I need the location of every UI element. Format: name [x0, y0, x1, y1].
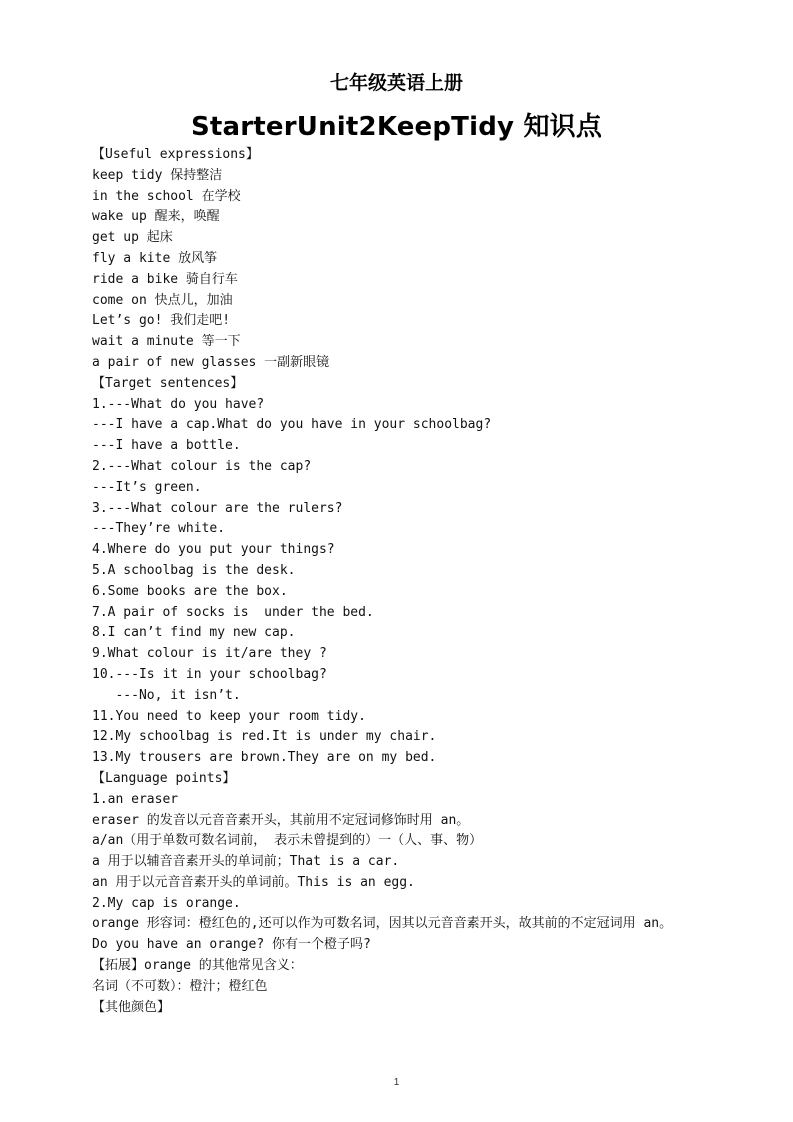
- text-line: 8.I can’t find my new cap.: [92, 625, 296, 641]
- content-block-main: [62, 145, 742, 914]
- text-line: ---No, it isn’t.: [92, 687, 241, 703]
- text-line: 9.What colour is it/are they ?: [92, 646, 327, 662]
- text-line: 3.---What colour are the rulers?: [92, 500, 343, 516]
- text-line: 【拓展】orange 的其他常见含义：: [92, 958, 303, 974]
- text-line: eraser 的发音以元音音素开头，其前用不定冠词修饰时用 an。: [92, 812, 470, 828]
- text-line: 【Useful expressions】: [92, 147, 259, 162]
- text-line: 13.My trousers are brown.They are on my bed.: [92, 750, 437, 766]
- text-line: a pair of new glasses 一副新眼镜: [92, 354, 330, 370]
- text-line: ---I have a cap.What do you have in your schoolbag?: [92, 417, 492, 433]
- content-block-extension: [62, 935, 742, 1018]
- text-line: 10.---Is it in your schoolbag?: [92, 666, 327, 682]
- text-line: a/an（用于单数可数名词前， 表示未曾提到的）一（人、事、物）: [92, 833, 483, 849]
- document-subtitle: StarterUnit2KeepTidy 知识点: [190, 112, 603, 142]
- document-title: 七年级英语上册: [329, 72, 463, 94]
- text-line: keep tidy 保持整洁: [92, 167, 223, 183]
- text-line: 1.---What do you have?: [92, 396, 265, 412]
- text-line: 5.A schoolbag is the desk.: [92, 562, 296, 578]
- text-line: 4.Where do you put your things?: [92, 542, 335, 558]
- text-line: 【Language points】: [92, 770, 236, 786]
- text-line: ---They’re white.: [92, 521, 226, 537]
- text-line: 2.---What colour is the cap?: [92, 458, 312, 474]
- text-line: ride a bike 骑自行车: [92, 271, 238, 287]
- text-line: 6.Some books are the box.: [92, 583, 288, 599]
- text-line: an 用于以元音音素开头的单词前。This is an egg.: [92, 874, 415, 890]
- text-line: fly a kite 放风筝: [92, 250, 218, 266]
- text-line: in the school 在学校: [92, 188, 241, 204]
- text-line: wake up 醒来，唤醒: [92, 209, 220, 225]
- text-line: 【其他颜色】: [92, 999, 171, 1015]
- text-line: 1.an eraser: [92, 791, 179, 807]
- text-line: come on 快点儿，加油: [92, 292, 233, 308]
- text-line: 7.A pair of socks is under the bed.: [92, 604, 374, 620]
- text-line: ---It’s green.: [92, 479, 202, 495]
- text-line: 名词（不可数）：橙汁；橙红色: [92, 978, 268, 994]
- text-line: 12.My schoolbag is red.It is under my chair.: [92, 729, 437, 745]
- text-line: a 用于以辅音音素开头的单词前；That is a car.: [92, 854, 400, 870]
- text-line: 【Target sentences】: [92, 375, 244, 391]
- text-line: Let’s go! 我们走吧!: [92, 313, 231, 329]
- paragraph-orange-note: orange 形容词：橙红色的,还可以作为可数名词，因其以元音音素开头，故其前的不定冠词用 an。: [92, 916, 673, 932]
- text-line: wait a minute 等一下: [92, 334, 241, 350]
- text-line: 2.My cap is orange.: [92, 895, 241, 911]
- text-line: get up 起床: [92, 230, 173, 246]
- document-body: [62, 145, 742, 1018]
- page-number: 1: [393, 1077, 400, 1088]
- text-line: ---I have a bottle.: [92, 438, 241, 454]
- text-line: Do you have an orange? 你有一个橙子吗?: [92, 937, 371, 953]
- text-line: 11.You need to keep your room tidy.: [92, 708, 366, 724]
